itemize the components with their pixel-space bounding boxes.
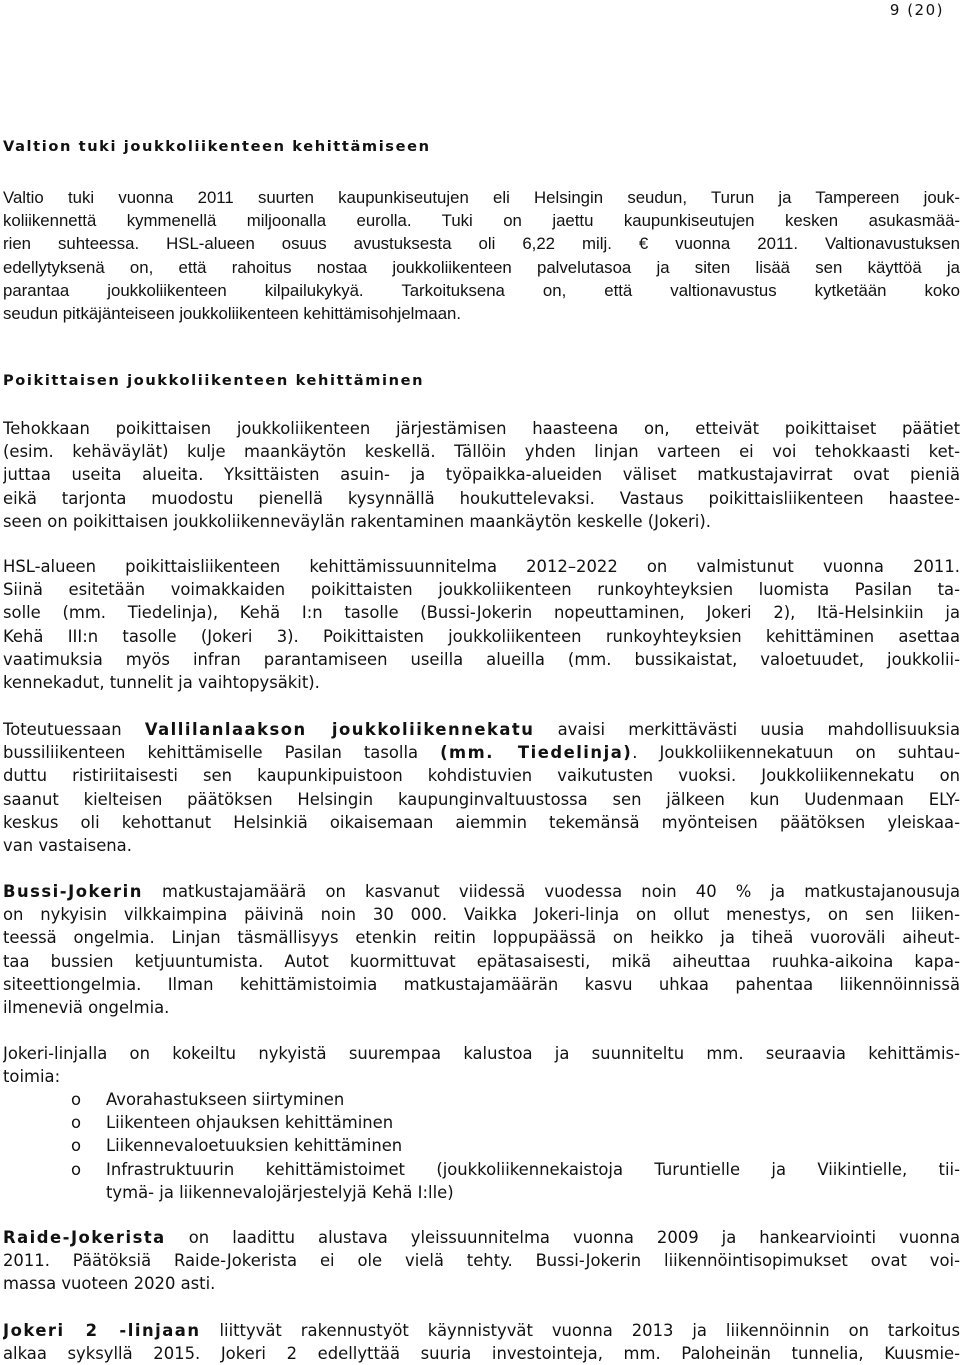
paragraph-raide-jokeri: [3, 1226, 960, 1296]
list-item-text: tymä- ja liikennevalojärjestelyjä Kehä I:lle): [106, 1182, 454, 1202]
text-line: 2011. Päätöksiä Raide-Jokerista ei ole vielä tehty. Bussi-Jokerin liikennöintisopimukset ovat voi-: [3, 1251, 960, 1271]
list-item-text: Liikennevaloetuuksien kehittäminen: [106, 1136, 403, 1156]
list-item-text: Infrastruktuurin kehittämistoimet (joukkoliikennekaistoja Turuntielle ja Viikintielle, tii-: [106, 1159, 960, 1179]
text-line: seen on poikittaisen joukkoliikenneväylän rakentaminen maankäytön keskelle (Jokeri).: [3, 511, 711, 531]
text-line: [3, 741, 960, 764]
text-line: duttu ristiriitaisesti sen kaupunkipuistoon kohdistuvien vaikutusten vuoksi. Joukkoliikennekatu on: [3, 766, 960, 786]
text-line: koliikennettä kymmenellä miljoonalla eurolla. Tuki on jaettu kaupunkiseutujen kesken asukasmää-: [3, 211, 960, 231]
text-line: Kehä III:n tasolle (Jokeri 3). Poikittaisten joukkoliikenteen runkoyhteyksien kehittäminen asettaa: [3, 626, 960, 646]
text-line: taa bussien ketjuuntumista. Autot kuormittuvat epätasaisesti, mikä aiheuttaa ruuhka-aikoina kapa-: [3, 951, 960, 971]
list-item: [3, 1088, 960, 1111]
paragraph-vallilanlaakso: [3, 718, 960, 857]
bullet-icon: o: [71, 1136, 82, 1156]
section-heading-crosstown-transit: Poikittaisen joukkoliikenteen kehittäminen: [3, 372, 425, 389]
text-line: van vastaisena.: [3, 835, 132, 855]
bullet-icon: o: [71, 1159, 82, 1179]
bullet-icon: o: [71, 1113, 82, 1133]
paragraph-state-support: [3, 186, 960, 325]
text-line: on nykyisin vilkkaimpina päivinä noin 30 000. Vaikka Jokeri-linja on ollut menestys, on sen liiken-: [3, 905, 960, 925]
paragraph-crosstown-challenge: [3, 417, 960, 533]
text-line: juttaa useita alueita. Yksittäisten asuin- ja työpaikka-alueiden väliset matkustajavirrat ovat pieniä: [3, 465, 960, 485]
list-item-text: Avorahastukseen siirtyminen: [106, 1090, 345, 1109]
bold-term-raide-jokeri: Raide-Jokerista: [3, 1228, 166, 1247]
text-line: solle (mm. Tiedelinja), Kehä I:n tasolle (Bussi-Jokerin nopeuttaminen, Jokeri 2), Itä-Helsinkiin ja: [3, 603, 960, 623]
text-line: toimia:: [3, 1067, 61, 1087]
paragraph-development-plan: [3, 555, 960, 694]
text-line: kennekadut, tunnelit ja vaihtopysäkit).: [3, 672, 320, 692]
text-line: Valtio tuki vuonna 2011 suurten kaupunkiseutujen eli Helsingin seudun, Turun ja Tampereen jouk-: [3, 188, 960, 207]
text-run: liittyvät rakennustyöt käynnistyvät vuonna 2013 ja liikennöinnin on tarkoitus: [200, 1321, 960, 1340]
text-run: bussiliikenteen kehittämiselle Pasilan tasolla: [3, 743, 441, 763]
paragraph-jokeri-2: [3, 1319, 960, 1365]
text-line: parantaa joukkoliikenteen kilpailukykyä. Tarkoituksena on, että valtionavustus kytketään koko: [3, 280, 960, 300]
text-line: seudun pitkäjänteiseen joukkoliikenteen kehittämisohjelmaan.: [3, 303, 462, 323]
text-line: [3, 880, 960, 903]
measures-list: [3, 1088, 960, 1204]
text-run: Toteutuessaan: [3, 720, 145, 739]
text-run: matkustajamäärä on kasvanut viidessä vuodessa noin 40 % ja matkustajanousuja: [142, 882, 960, 901]
text-run: on laadittu alustava yleissuunnitelma vuonna 2009 ja hankearviointi vuonna: [165, 1228, 960, 1247]
text-line: eikä tarjonta muodostu pienellä kysynnällä houkuttelevaksi. Vastaus poikittaisliikenteen haastee-: [3, 488, 960, 508]
text-line: massa vuoteen 2020 asti.: [3, 1274, 216, 1294]
text-line: [3, 1319, 960, 1342]
list-item: [3, 1111, 960, 1134]
bold-term-tiedelinja: (mm. Tiedelinja): [440, 743, 633, 763]
page-number: 9 (20): [889, 1, 944, 19]
paragraph-bussi-jokeri: [3, 880, 960, 1019]
list-item-continuation: [3, 1181, 960, 1204]
text-line: vaatimuksia myös infran parantamiseen useilla alueilla (mm. bussikaistat, valoetuudet, joukkolii-: [3, 649, 960, 669]
text-line: ilmeneviä ongelmia.: [3, 997, 170, 1017]
bold-term-vallilanlaakso: Vallilanlaakson joukkoliikennekatu: [144, 720, 535, 739]
text-line: Siinä esitetään voimakkaiden poikittaisten joukkoliikenteen runkoyhteyksien luomista Pasilan ta-: [3, 580, 960, 600]
bold-term-bussi-jokeri: Bussi-Jokerin: [3, 882, 143, 901]
bullet-icon: o: [71, 1090, 82, 1109]
text-run: . Joukkoliikennekatuun on suhtau-: [632, 743, 960, 763]
list-item: [3, 1134, 960, 1157]
text-line: teessä ongelmia. Linjan täsmällisyys etenkin reitin loppupäässä on heikko ja tiheä vuoroväli aiheut-: [3, 928, 960, 948]
text-line: Tehokkaan poikittaisen joukkoliikenteen järjestämisen haasteena on, etteivät poikittaiset päätiet: [3, 419, 960, 438]
text-line: siteettiongelmia. Ilman kehittämistoimia matkustajamäärän kasvu uhkaa pahentaa liikennöinnissä: [3, 974, 960, 994]
text-line: edellytyksenä on, että rahoitus nostaa joukkoliikenteen palvelutasoa ja siten lisää sen käyttöä ja: [3, 257, 960, 277]
paragraph-jokeri-measures: [3, 1042, 960, 1088]
text-line: HSL-alueen poikittaisliikenteen kehittämissuunnitelma 2012–2022 on valmistunut vuonna 2011.: [3, 557, 960, 576]
list-item: [3, 1158, 960, 1181]
text-line: [3, 1226, 960, 1249]
text-line: rien suhteessa. HSL-alueen osuus avustuksesta oli 6,22 milj. € vuonna 2011. Valtionavustuksen: [3, 234, 960, 254]
text-line: keskus oli kehottanut Helsinkiä oikaisemaan aiemmin tekemänsä myönteisen päätöksen yleiskaa-: [3, 812, 960, 832]
text-line: Jokeri-linjalla on kokeiltu nykyistä suurempaa kalustoa ja suunniteltu mm. seuraavia kehittämis-: [3, 1044, 960, 1063]
text-run: avaisi merkittävästi uusia mahdollisuuksia: [534, 720, 960, 739]
text-line: [3, 718, 960, 741]
section-heading-state-support: Valtion tuki joukkoliikenteen kehittämiseen: [3, 138, 431, 155]
text-line: saanut kielteisen päätöksen Helsingin kaupunginvaltuustossa sen jälkeen kun Uudenmaan ELY-: [3, 789, 960, 809]
text-line: (esim. kehäväylät) kulje maankäytön keskellä. Tällöin yhden linjan varteen ei voi tehokkaasti ket-: [3, 442, 960, 462]
bold-term-jokeri-2: Jokeri 2 -linjaan: [3, 1321, 201, 1340]
list-item-text: Liikenteen ohjauksen kehittäminen: [106, 1113, 394, 1133]
text-line: alkaa syksyllä 2015. Jokeri 2 edellyttää suuria investointeja, mm. Paloheinän tunnelia, Kuusmie-: [3, 1344, 960, 1364]
